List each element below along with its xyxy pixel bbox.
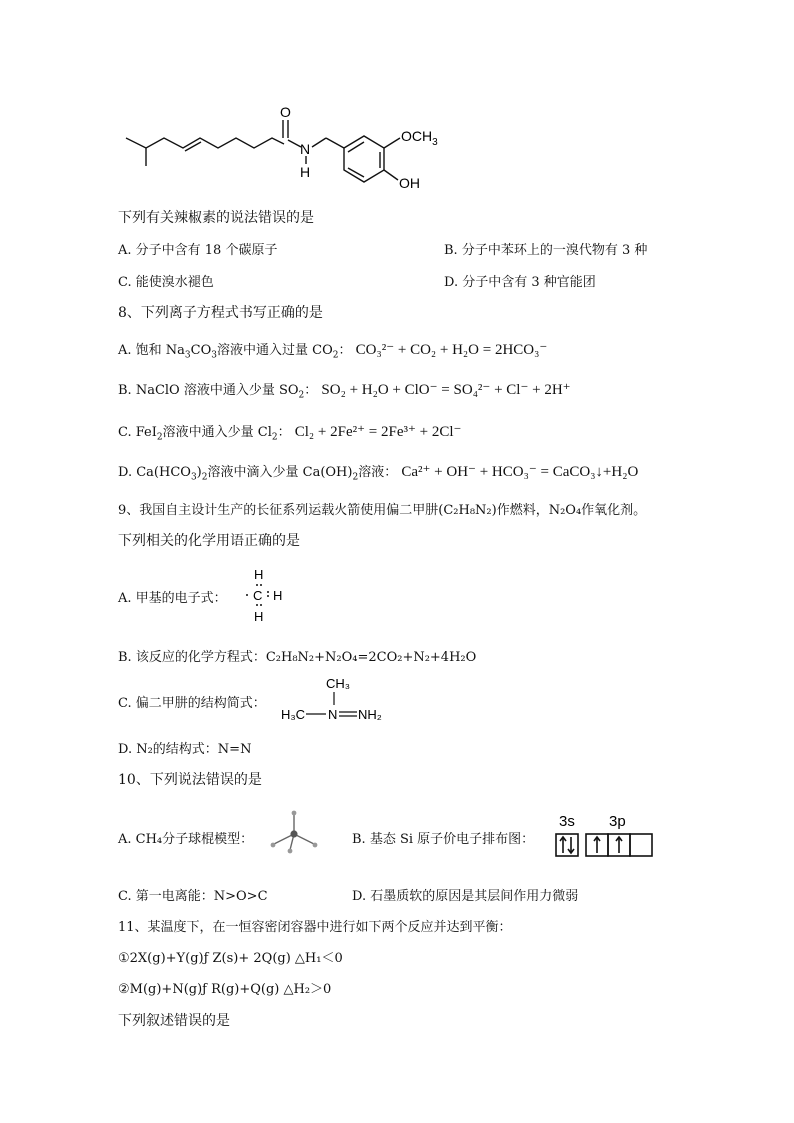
q8-option-d: D. $Ca(HCO_3)_2$溶液中滴入少量 $Ca(OH)_2$溶液： Ca²⁺ + OH⁻ + HCO₃⁻ = CaCO₃↓+H₂O (118, 464, 639, 483)
q7-option-d: D. 分子中含有 3 种官能团 (444, 275, 596, 290)
q8-d-mid3: 溶液： (358, 465, 398, 480)
q8-b-prefix: B. NaClO 溶液中通入少量 SO (118, 383, 299, 398)
q8-b-equation: SO₂ + H₂O + ClO⁻ = SO₄²⁻ + Cl⁻ + 2H⁺ (321, 382, 571, 398)
q7-option-c: C. 能使溴水褪色 (118, 275, 214, 290)
q8-a-mid1: CO (190, 343, 212, 358)
udmh-nh2: NH₂ (358, 707, 382, 722)
q9-option-d: D. N₂的结构式：N=N (118, 742, 252, 757)
q10-stem: 10、下列说法错误的是 (118, 772, 262, 788)
q11-stem: 11、某温度下，在一恒容密闭容器中进行如下两个反应并达到平衡： (118, 920, 512, 935)
q9-option-c: C. 偏二甲肼的结构简式： (118, 696, 266, 711)
q8-c-equation: Cl₂ + 2Fe²⁺ = 2Fe³⁺ + 2Cl⁻ (294, 424, 462, 440)
q7-option-b: B. 分子中苯环上的一溴代物有 3 种 (444, 243, 648, 258)
ch4-ball-stick-model (266, 808, 322, 856)
methyl-h-right: H (273, 588, 283, 603)
orbital-3p-label: 3p (609, 813, 626, 830)
q11-reaction-1: ①2X(g)+Y(g)ƒ Z(s)+ 2Q(g) △H₁＜0 (118, 951, 343, 966)
si-orbital-diagram (553, 810, 661, 862)
q11-tail: 下列叙述错误的是 (118, 1013, 230, 1029)
methyl-h-top: H (254, 567, 264, 582)
orbital-3s-label: 3s (559, 813, 575, 830)
q10-option-b: B. 基态 Si 原子价电子排布图： (352, 832, 535, 847)
capsaicin-structure (118, 100, 448, 200)
q10-option-d: D. 石墨质软的原因是其层间作用力微弱 (352, 889, 579, 904)
q9-stem-line2: 下列相关的化学用语正确的是 (118, 533, 300, 549)
methyl-electron-formula (240, 565, 296, 627)
q9-option-b: B. 该反应的化学方程式：C₂H₈N₂+N₂O₄=2CO₂+N₂+4H₂O (118, 650, 477, 665)
q7-stem: 下列有关辣椒素的说法错误的是 (118, 210, 314, 226)
udmh-n1: N (328, 707, 338, 722)
q9-option-a: A. 甲基的电子式： (118, 591, 227, 606)
q9-stem-line1: 9、我国自主设计生产的长征系列运载火箭使用偏二甲肼(C₂H₈N₂)作燃料，N₂O₄作氧化剂。 (118, 503, 647, 518)
methyl-c: C (253, 588, 263, 603)
q8-a-equation: CO₃²⁻ + CO₂ + H₂O = 2HCO₃⁻ (355, 342, 548, 358)
udmh-ch3: CH₃ (326, 676, 351, 691)
q8-option-b: B. NaClO 溶液中通入少量 $SO_2$： SO₂ + H₂O + ClO⁻ = SO₄²⁻ + Cl⁻ + 2H⁺ (118, 382, 571, 401)
udmh-structure (278, 672, 398, 728)
q8-d-mid2: 溶液中滴入少量 Ca(OH) (207, 465, 353, 480)
q10-option-c: C. 第一电离能：N>O>C (118, 889, 268, 904)
q11-reaction-2: ②M(g)+N(g)ƒ R(g)+Q(g) △H₂＞0 (118, 982, 332, 997)
atom-o-label: O (280, 104, 291, 120)
q8-d-mid1: ) (196, 465, 202, 480)
atom-h-label: H (300, 164, 311, 180)
udmh-h3c: H₃C (281, 707, 306, 722)
q8-option-a: A. 饱和 $Na_3CO_3$溶液中通入过量 $CO_2$： CO₃²⁻ + CO₂ + H₂O = 2HCO₃⁻ (118, 342, 548, 361)
q8-a-prefix: A. 饱和 Na (118, 343, 185, 358)
q8-c-prefix: C. FeI (118, 425, 157, 440)
q8-d-equation: Ca²⁺ + OH⁻ + HCO₃⁻ = CaCO₃↓+H₂O (401, 464, 639, 480)
q10-option-a: A. CH₄分子球棍模型： (118, 832, 254, 847)
och3-label: $OCH_3$ (401, 128, 438, 148)
q8-stem: 8、下列离子方程式书写正确的是 (118, 305, 323, 321)
oh-label: OH (399, 175, 420, 191)
methyl-h-bottom: H (254, 609, 264, 624)
atom-n-label: N (300, 141, 311, 157)
q8-c-mid: 溶液中通入少量 Cl (162, 425, 272, 440)
q7-option-a: A. 分子中含有 18 个碳原子 (118, 243, 278, 258)
q8-a-mid2: 溶液中通入过量 CO (217, 343, 333, 358)
q8-d-prefix: D. Ca(HCO (118, 465, 191, 480)
q8-option-c: C. FeI$_2$溶液中通入少量 $Cl_2$： Cl₂ + 2Fe²⁺ = 2Fe³⁺ + 2Cl⁻ (118, 424, 462, 443)
